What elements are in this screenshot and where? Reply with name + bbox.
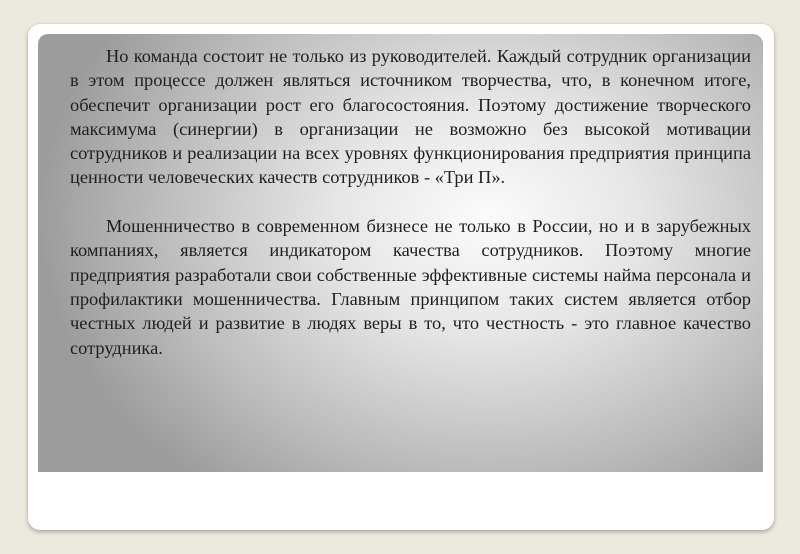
paragraph-fraud-prevention: Мошенничество в современном бизнесе не только в России, но и в зарубежных компаниях, является индикатором качества сотрудников. Поэтому многие предприятия разработали свои собственные эффективные системы найма персонала и профилактики мошенничества. Главным принципом таких систем является отбор честных людей и развитие в людях веры в то, что честность - это главное качество сотрудника. <box>70 216 751 358</box>
slide-body-text <box>70 44 751 360</box>
slide-card <box>28 24 774 530</box>
paragraph-team-creativity: Но команда состоит не только из руководителей. Каждый сотрудник организации в этом процессе должен являться источником творчества, что, в конечном итоге, обеспечит организации рост его благосостояния. Поэтому достижение творческого максимума (синергии) в организации не возможно без высокой мотивации сотрудников и реализации на всех уровнях функционирования предприятия принципа ценности человеческих качеств сотрудников - «Три П». <box>70 46 751 188</box>
text-panel <box>38 34 763 472</box>
